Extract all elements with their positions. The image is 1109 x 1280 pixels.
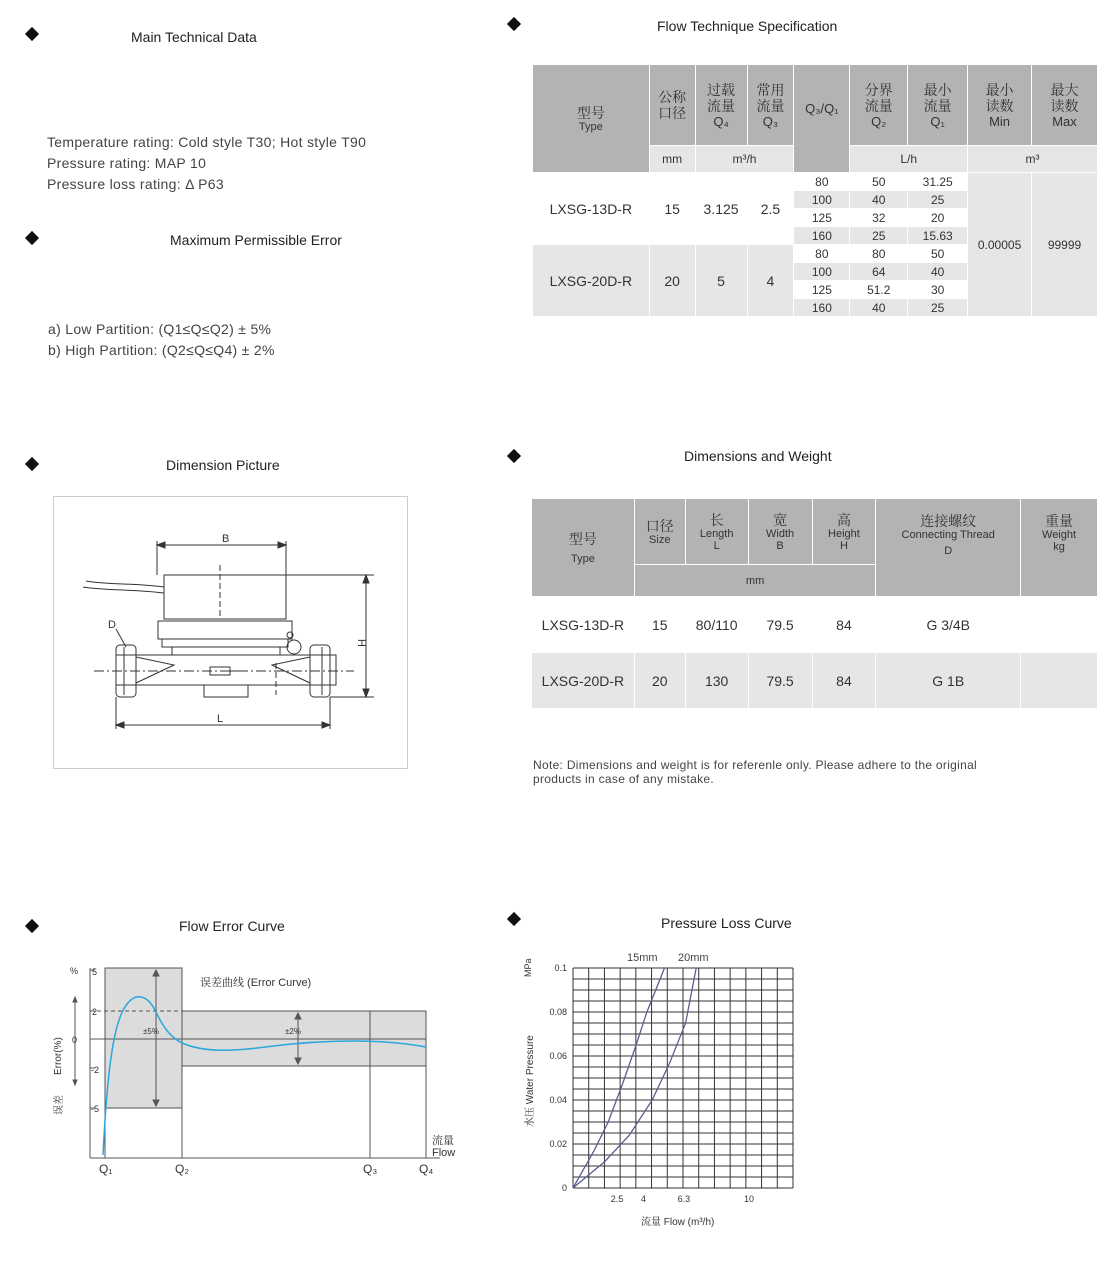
col-type: 型号 Type <box>533 65 650 173</box>
col-thread: 连接螺纹 Connecting Thread D <box>876 499 1021 597</box>
curve-annotation: 误差曲线 (Error Curve) <box>200 977 312 989</box>
col-length: 长 Length L <box>685 499 748 565</box>
col-transition: 分界流量 Q₂ <box>850 65 908 146</box>
pressure-loss-title: Pressure Loss Curve <box>661 915 792 931</box>
band-high-label: ±2% <box>285 1027 301 1036</box>
band-low-label: ±5% <box>143 1027 159 1036</box>
y-tick-label: 0.02 <box>549 1139 567 1149</box>
flow-spec-table: 型号 Type 公称口径 过载流量 Q₄ 常用流量 Q₃ Q₃/Q₁ 分界流量 Q₂ 最小流量 Q₁ 最小读数 Min 最大读数 Max mm m³/h L/h m³ LXSG-13D-R 15 3.125 2.5 80 50 31.25 0.00005 99999 100 40 25 125 32 20 160 25 15.63 LXSG-20D-R 20 5 4 80 80 50 100 64 40 125 51.2 30 160 40 25 <box>532 64 1098 317</box>
model-type: LXSG-20D-R <box>533 245 650 317</box>
dimension-drawing <box>53 496 408 769</box>
model-q4: 5 <box>695 245 747 317</box>
table-row: LXSG-13D-R 15 80/110 79.5 84 G 3/4B <box>532 597 1098 653</box>
unit-m3: m³ <box>968 146 1098 173</box>
x-tick-label: 2.5 <box>610 1194 624 1204</box>
ylabel-zh: 误差 <box>54 1095 65 1115</box>
x-tick-label: 6.3 <box>677 1194 691 1204</box>
unit-mm: mm <box>649 146 695 173</box>
col-nominal: 公称口径 <box>649 65 695 146</box>
model-q3: 2.5 <box>747 173 794 245</box>
col-height: 高 Height H <box>812 499 876 565</box>
bullet-icon <box>507 912 521 926</box>
col-common: 常用流量 Q₃ <box>747 65 794 146</box>
col-maxread: 最大读数 Max <box>1032 65 1098 146</box>
model-type: LXSG-13D-R <box>533 173 650 245</box>
y-tick-label: 0.04 <box>549 1095 567 1105</box>
y-tick-label: 0.06 <box>549 1051 567 1061</box>
unit-lh: L/h <box>850 146 968 173</box>
flow-spec-title: Flow Technique Specification <box>657 18 838 34</box>
svg-text:-2: -2 <box>91 1065 100 1075</box>
bullet-icon <box>25 919 39 933</box>
col-size: 口径 Size <box>634 499 685 565</box>
flow-error-title: Flow Error Curve <box>179 918 285 934</box>
y-tick-label: 0.08 <box>549 1007 567 1017</box>
max-read: 99999 <box>1032 173 1098 317</box>
bullet-icon <box>25 457 39 471</box>
series-label-20mm: 20mm <box>678 952 709 964</box>
tech-line: Pressure loss rating: Δ P63 <box>47 176 224 192</box>
y-unit: MPa <box>523 958 533 977</box>
label-h: H <box>355 639 367 647</box>
unit-mm: mm <box>634 565 876 597</box>
svg-text:5: 5 <box>92 967 98 977</box>
error-line: b) High Partition: (Q2≤Q≤Q4) ± 2% <box>48 342 275 358</box>
x-tick: Q₄ <box>419 1162 434 1176</box>
bullet-icon <box>507 17 521 31</box>
main-tech-title: Main Technical Data <box>131 29 257 45</box>
dim-weight-title: Dimensions and Weight <box>684 448 832 464</box>
xlabel: 流量 Flow (m³/h) <box>641 1217 715 1228</box>
xlabel-en: Flow <box>432 1147 456 1159</box>
bullet-icon <box>25 231 39 245</box>
svg-text:0: 0 <box>72 1035 78 1045</box>
tech-line: Temperature rating: Cold style T30; Hot style T90 <box>47 134 367 150</box>
dim-picture-title: Dimension Picture <box>166 457 280 473</box>
error-line: a) Low Partition: (Q1≤Q≤Q2) ± 5% <box>48 321 272 337</box>
svg-text:-5: -5 <box>91 1104 100 1114</box>
x-tick-label: 4 <box>640 1194 646 1204</box>
bullet-icon <box>25 27 39 41</box>
col-weight: 重量 Weight kg <box>1021 499 1098 597</box>
col-overload: 过载流量 Q₄ <box>695 65 747 146</box>
model-q3: 4 <box>747 245 794 317</box>
series-label-15mm: 15mm <box>627 952 658 964</box>
y-tick-label: 0 <box>561 1183 567 1193</box>
tech-line: Pressure rating: MAP 10 <box>47 155 207 171</box>
svg-text:2: 2 <box>92 1007 98 1017</box>
y-tick-label: 0.1 <box>554 963 567 973</box>
ylabel: 水压 Water Pressure <box>525 1035 536 1127</box>
model-q4: 3.125 <box>695 173 747 245</box>
flow-error-chart <box>45 955 465 1185</box>
max-error-title: Maximum Permissible Error <box>170 232 342 248</box>
x-tick-label: 10 <box>743 1194 755 1204</box>
ylabel-en: Error(%) <box>53 1037 64 1075</box>
pressure-loss-chart <box>515 945 805 1240</box>
bullet-icon <box>507 449 521 463</box>
unit-m3h: m³/h <box>695 146 794 173</box>
min-read: 0.00005 <box>968 173 1032 317</box>
x-tick: Q₂ <box>175 1162 189 1176</box>
label-b: B <box>222 533 230 545</box>
label-l: L <box>217 713 224 725</box>
col-ratio: Q₃/Q₁ <box>794 65 850 173</box>
col-minread: 最小读数 Min <box>968 65 1032 146</box>
dim-weight-table <box>531 498 1098 709</box>
xlabel-zh: 流量 <box>432 1135 454 1147</box>
table-row: LXSG-20D-R 20 130 79.5 84 G 1B <box>532 653 1098 709</box>
col-minflow: 最小流量 Q₁ <box>908 65 968 146</box>
x-tick: Q₁ <box>99 1162 113 1176</box>
y-unit: % <box>70 966 79 976</box>
dimension-note: Note: Dimensions and weight is for referenle only. Please adhere to the original products in case of any mistake. <box>533 758 978 786</box>
x-tick: Q₃ <box>363 1162 378 1176</box>
model-dn: 20 <box>649 245 695 317</box>
label-d: D <box>108 619 116 631</box>
col-type: 型号 Type <box>532 499 635 597</box>
model-dn: 15 <box>649 173 695 245</box>
col-width: 宽 Width B <box>748 499 812 565</box>
